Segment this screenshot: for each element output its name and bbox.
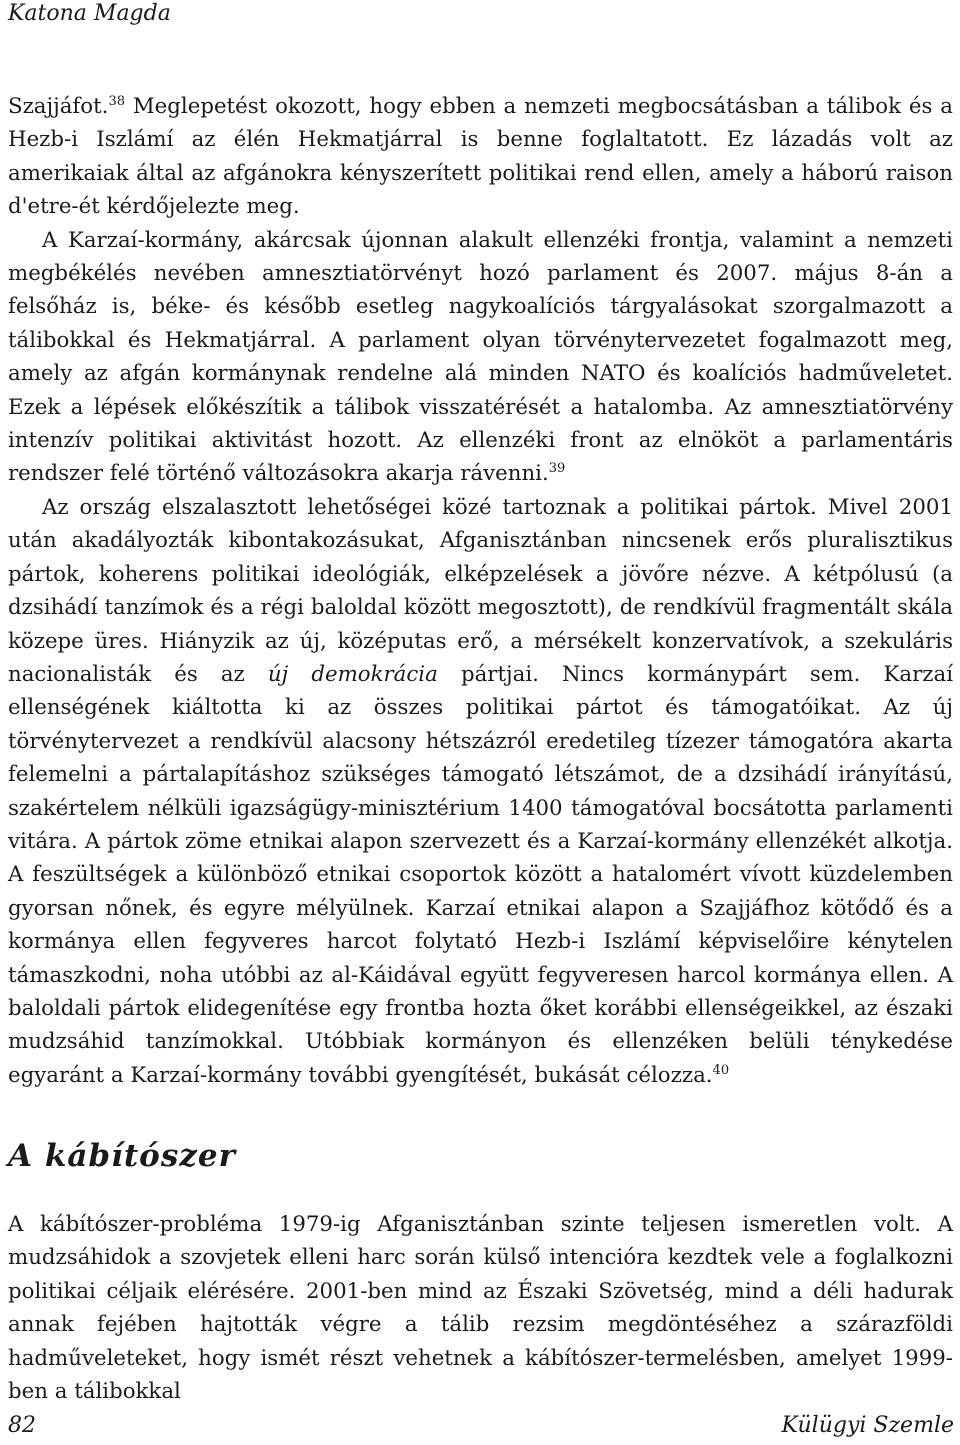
paragraph-3-text-a: Az ország elszalasztott lehetőségei közé tartoznak a politikai pártok. Mivel 2001 után akadályozták kibontakozásukat, Afganisztánban nincsenek erős pluralisztikus pártok, koherens politikai ideológiák, elképzelések a jövőre nézve. A kétpólusú (a dzsihádí tanzímok és a régi baloldal között megosztott), de rendkívül fragmentált skála közepe üres. Hiányzik az új, középutas erő, a mérsékelt konzervatívok, a szekuláris nacionalisták és az	[8, 494, 953, 687]
paragraph-1	[8, 90, 953, 224]
paragraph-3	[8, 491, 953, 1092]
footnote-ref-38[interactable]: 38	[108, 93, 125, 109]
page-number: 82	[8, 1413, 36, 1438]
footnote-ref-39[interactable]: 39	[548, 461, 566, 477]
journal-title: Külügyi Szemle	[781, 1413, 954, 1438]
paragraph-2	[8, 224, 953, 491]
footnote-ref-40[interactable]: 40	[712, 1062, 730, 1078]
paragraph-3-emphasis: új demokrácia	[267, 661, 438, 687]
article-body-section-1	[8, 90, 953, 1092]
paragraph-3-text-b: pártjai. Nincs kormánypárt sem. Karzaí ellenségének kiáltotta ki az összes politikai pártot és támogatóikat. Az új törvénytervezet a rendkívül alacsony hétszázról eredetileg tízezer támogatóra akarta felemelni a pártalapításhoz szükséges támogató létszámot, de a dzsihádí irányítású, szakértelem nélküli igazságügy-minisztérium 1400 támogatóval bocsátotta parlamenti vitára. A pártok zöme etnikai alapon szervezett és a Karzaí-kormány ellenzékét alkotja. A feszültségek a különböző etnikai csoportok között a hatalomért vívott küzdelemben gyorsan nőnek, és egyre mélyülnek. Karzaí etnikai alapon a Szajjáfhoz kötődő és a kormánya ellen fegyveres harcot folytató Hezb-i Iszlámí képviselőire kénytelen támaszkodni, noha utóbbi az al-Káidával együtt fegyveresen harcol kormánya ellen. A baloldali pártok elidegenítése egy frontba hozta őket korábbi ellenségeikkel, az északi mudzsáhid tanzímokkal. Utóbbiak kormányon és ellenzéken belüli ténykedése egyaránt a Karzaí-kormány további gyengítését, bukását célozza.	[8, 661, 954, 1088]
paragraph-2-text: A Karzaí-kormány, akárcsak újonnan alakult ellenzéki frontja, valamint a nemzeti megbékélés nevében amnesztiatörvényt hozó parlament és 2007. május 8-án a felsőház is, béke- és később esetleg nagykoalíciós tárgyalásokat szorgalmazott a tálibokkal és Hekmatjárral. A parlament olyan törvénytervezetet fogalmazott meg, amely az afgán kormánynak rendelne alá minden NATO és koalíciós hadműveletet. Ezek a lépések előkészítik a tálibok visszatérését a hatalomba. Az amnesztiatörvény intenzív politikai aktivitást hozott. Az ellenzéki front az elnököt a parlamentáris rendszer felé történő változásokra akarja rávenni.	[8, 227, 953, 487]
paragraph-1-text-b: Meglepetést okozott, hogy ebben a nemzeti megbocsátásban a tálibok és a Hezb-i Iszlámí az élén Hekmatjárral is benne foglaltatott. Ez lázadás volt az amerikaiak által az afgánokra kényszerített politikai rend ellen, amely a háború raison d'etre-ét kérdőjelezte meg.	[8, 94, 953, 220]
paragraph-4: A kábítószer-probléma 1979-ig Afganisztánban szinte teljesen ismeretlen volt. A mudzsáhidok a szovjetek elleni harc során külső intencióra kezdtek vele a foglalkozni politikai céljaik elérésére. 2001-ben mind az Északi Szövetség, mind a déli hadurak annak fejében hajtották végre a tálib rezsim megdöntéséhez a szárazföldi hadműveleteket, hogy ismét részt vehetnek a kábítószer-termelésben, amelyet 1999-ben a tálibokkal	[8, 1212, 953, 1405]
section-heading: A kábítószer	[8, 1138, 236, 1174]
running-header-author: Katona Magda	[8, 1, 171, 26]
paragraph-1-text-a: Szajjáfot.	[8, 94, 109, 119]
article-body-section-2	[8, 1208, 953, 1408]
